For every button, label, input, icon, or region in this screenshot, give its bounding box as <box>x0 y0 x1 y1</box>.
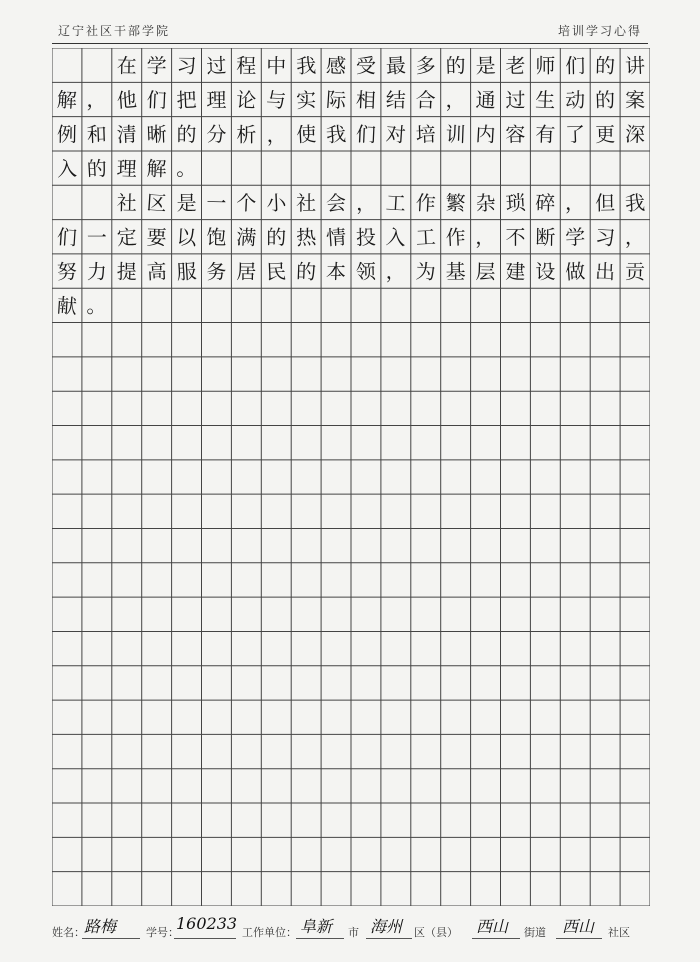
handwritten-char: 琐 <box>504 190 527 216</box>
handwritten-char: 一 <box>86 225 107 250</box>
handwritten-char: 献 <box>56 293 78 319</box>
handwritten-char: 要 <box>146 224 168 250</box>
city-label: 市 <box>348 926 359 939</box>
handwritten-char: 案 <box>624 87 646 113</box>
handwritten-char: 实 <box>295 87 318 113</box>
handwritten-char: 多 <box>415 53 436 78</box>
handwritten-char: 感 <box>325 53 347 79</box>
handwritten-char: 老 <box>505 53 526 78</box>
handwritten-char: 碎 <box>534 190 556 216</box>
handwritten-char: 的 <box>176 122 197 147</box>
handwritten-char: 。 <box>176 156 197 182</box>
community-label: 社区 <box>608 926 630 939</box>
handwritten-char: 以 <box>175 224 198 250</box>
handwritten-char: 清 <box>116 121 138 147</box>
handwritten-char: 深 <box>624 121 646 147</box>
handwritten-char: 我 <box>325 121 347 147</box>
name-value: 路梅 <box>84 917 117 936</box>
handwritten-char: 通 <box>475 87 496 113</box>
handwritten-char: 断 <box>535 225 556 250</box>
handwritten-char: 我 <box>295 53 317 79</box>
handwritten-char: 设 <box>535 259 556 284</box>
handwritten-char: 个 <box>235 190 257 216</box>
handwritten-char: 过 <box>505 87 526 113</box>
handwritten-char: 服 <box>175 259 198 285</box>
handwritten-char: 理 <box>206 87 227 113</box>
handwritten-char: 提 <box>116 259 137 284</box>
handwritten-char: 使 <box>295 121 317 147</box>
district-label: 区（县） <box>414 926 458 939</box>
handwritten-char: 结 <box>385 87 406 113</box>
handwritten-char: 高 <box>146 259 168 285</box>
handwritten-char: 出 <box>594 259 616 284</box>
handwritten-char: 理 <box>116 156 138 182</box>
handwritten-char: 学 <box>564 224 586 250</box>
handwritten-char: 训 <box>445 121 467 147</box>
handwritten-char: 作 <box>445 224 467 250</box>
handwritten-char: 内 <box>474 121 497 147</box>
handwritten-char: 会 <box>325 190 347 216</box>
institution-header: 辽宁社区干部学院 <box>58 24 171 38</box>
street-value: 西山 <box>476 917 509 936</box>
city-value: 阜新 <box>300 917 333 936</box>
handwritten-char: 过 <box>205 53 228 79</box>
handwritten-char: 合 <box>415 87 437 113</box>
handwritten-char: 为 <box>415 259 437 285</box>
handwritten-char: 动 <box>564 87 586 113</box>
handwritten-char: ， <box>265 121 288 147</box>
handwritten-char: 是 <box>475 53 496 79</box>
handwritten-char: 和 <box>86 121 108 147</box>
district-underline <box>366 938 412 939</box>
handwritten-char: ， <box>564 190 586 216</box>
handwritten-char: 最 <box>385 53 407 79</box>
handwritten-char: 民 <box>265 259 287 285</box>
handwritten-char: 层 <box>475 259 496 284</box>
grid-lines <box>52 48 650 906</box>
handwritten-char: 了 <box>564 121 586 147</box>
district-value: 海州 <box>370 917 403 936</box>
handwritten-char: 繁 <box>445 190 467 216</box>
header-rule <box>52 43 648 44</box>
handwritten-char: 相 <box>355 87 377 113</box>
handwritten-char: 本 <box>325 259 347 284</box>
handwritten-char: 与 <box>265 87 287 113</box>
handwritten-char: 解 <box>56 87 78 113</box>
handwritten-char: 分 <box>206 122 227 147</box>
handwritten-char: 们 <box>146 87 168 113</box>
handwritten-char: 满 <box>235 224 258 250</box>
handwritten-char: 但 <box>594 190 616 216</box>
handwritten-char: 入 <box>56 156 78 182</box>
handwritten-char: 小 <box>265 190 287 216</box>
id-underline <box>174 938 236 939</box>
signature-footer <box>52 914 648 948</box>
handwritten-char: 。 <box>86 293 108 319</box>
handwritten-char: 的 <box>594 87 616 113</box>
handwritten-char: 是 <box>176 190 197 216</box>
handwritten-char: 他 <box>116 87 138 113</box>
handwritten-char: 情 <box>325 224 347 250</box>
handwritten-char: 不 <box>505 225 526 250</box>
id-value: 160233 <box>176 914 238 933</box>
handwritten-char: 居 <box>236 259 257 284</box>
handwritten-char: ， <box>624 225 646 250</box>
handwritten-char: ， <box>355 190 377 216</box>
handwritten-char: 工 <box>385 190 407 216</box>
handwritten-char: 习 <box>176 53 197 78</box>
handwritten-char: 讲 <box>624 53 646 79</box>
handwritten-char: 更 <box>594 122 616 147</box>
community-underline <box>556 938 602 939</box>
handwritten-char: 例 <box>56 122 78 147</box>
handwritten-char: 贡 <box>624 259 646 284</box>
handwritten-char: 社 <box>296 190 317 215</box>
handwritten-char: 们 <box>565 53 586 78</box>
handwritten-char: 们 <box>56 224 78 250</box>
street-label: 街道 <box>524 926 546 939</box>
handwritten-char: 务 <box>206 259 227 284</box>
handwritten-char: 投 <box>355 224 377 250</box>
handwritten-char: 工 <box>415 224 437 250</box>
handwritten-char: ， <box>385 259 407 284</box>
handwritten-char: 的 <box>445 53 467 79</box>
handwritten-char: 的 <box>594 53 616 78</box>
handwritten-char: 杂 <box>474 190 497 216</box>
name-label: 姓名： <box>52 926 85 939</box>
handwritten-char: 把 <box>176 87 198 113</box>
work-label: 工作单位： <box>242 926 297 939</box>
handwritten-char: 领 <box>355 259 377 284</box>
name-underline <box>82 938 140 939</box>
handwritten-char: 的 <box>266 225 287 250</box>
handwritten-char: 析 <box>236 122 257 147</box>
handwritten-char: 受 <box>355 53 376 78</box>
handwritten-char: 作 <box>415 190 437 216</box>
handwritten-char: 定 <box>116 224 138 250</box>
handwritten-char: 习 <box>594 224 616 250</box>
handwritten-char: 基 <box>445 259 466 284</box>
handwritten-char: ， <box>445 87 466 113</box>
handwritten-char: 我 <box>624 190 646 216</box>
handwritten-char: 对 <box>385 121 407 148</box>
handwritten-char: 社 <box>116 190 138 216</box>
handwritten-char: 晰 <box>146 121 168 147</box>
handwritten-char: 力 <box>86 259 107 284</box>
handwritten-char: 际 <box>325 87 347 113</box>
handwritten-char: 一 <box>206 190 227 216</box>
handwritten-char: 热 <box>295 224 317 250</box>
handwritten-char: ， <box>86 87 108 113</box>
city-underline <box>296 938 344 939</box>
handwritten-char: 生 <box>534 87 556 113</box>
handwritten-char: 们 <box>355 121 377 147</box>
id-label: 学号： <box>146 926 179 939</box>
handwritten-char: 做 <box>564 258 587 285</box>
handwritten-char: 区 <box>145 190 168 216</box>
handwritten-char: 论 <box>235 87 257 113</box>
handwritten-char: 有 <box>534 122 556 147</box>
handwritten-text <box>56 53 647 319</box>
handwritten-char: 的 <box>295 259 317 285</box>
handwritten-char: 学 <box>146 53 167 78</box>
handwritten-char: 建 <box>505 259 526 284</box>
handwritten-char: ， <box>475 224 496 250</box>
handwritten-char: 解 <box>146 156 167 181</box>
handwritten-char: 程 <box>236 53 257 78</box>
doc-type-header: 培训学习心得 <box>557 24 642 38</box>
handwritten-char: 在 <box>116 53 138 78</box>
handwritten-char: 师 <box>535 53 556 78</box>
handwritten-char: 容 <box>505 122 526 147</box>
handwritten-char: 的 <box>86 156 108 182</box>
handwritten-char: 中 <box>266 53 287 78</box>
handwritten-char: 入 <box>385 224 407 250</box>
street-underline <box>472 938 520 939</box>
handwritten-char: 努 <box>56 259 78 284</box>
writing-grid <box>52 48 650 906</box>
community-value: 西山 <box>562 917 595 936</box>
handwritten-char: 培 <box>415 121 437 147</box>
handwritten-char: 饱 <box>206 225 227 250</box>
